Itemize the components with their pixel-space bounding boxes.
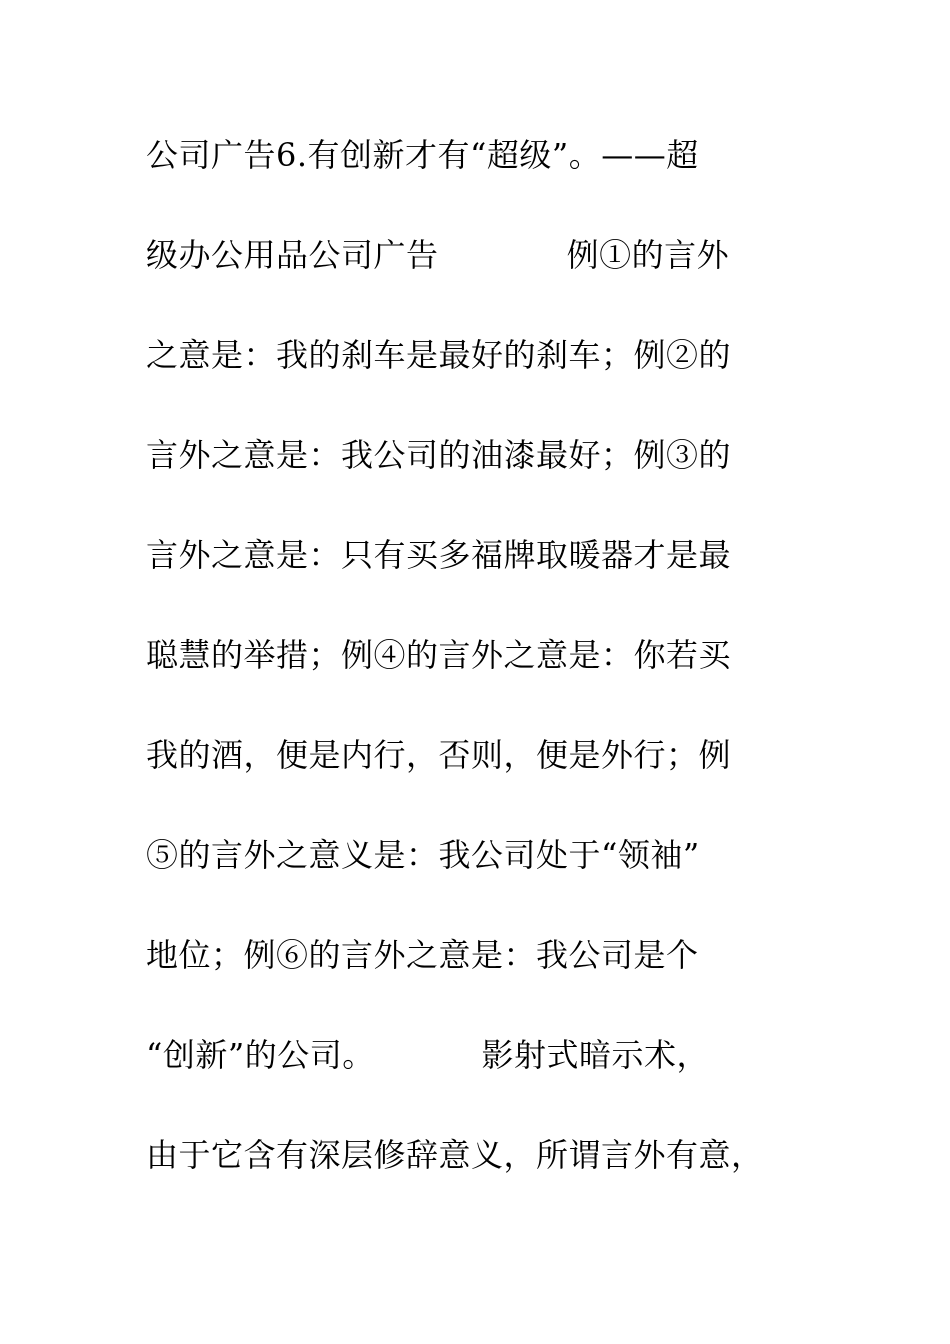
text-line: 言外之意是：我公司的油漆最好；例③的 [146,436,732,474]
text-line: 由于它含有深层修辞意义，所谓言外有意， [146,1136,764,1174]
text-line: 之意是：我的刹车是最好的刹车；例②的 [146,336,732,374]
text-line: 公司广告6.有创新才有“超级”。——超 [146,136,699,174]
text-line: 我的酒，便是内行，否则，便是外行；例 [146,736,732,774]
text-line: 地位；例⑥的言外之意是：我公司是个 [146,936,699,974]
text-line: 言外之意是：只有买多福牌取暖器才是最 [146,536,732,574]
text-line: 级办公用品公司广告 例①的言外 [146,236,730,274]
document-body [146,126,826,1226]
text-line: “创新”的公司。 影射式暗示术， [146,1036,709,1074]
text-line: 聪慧的举措；例④的言外之意是：你若买 [146,636,732,674]
text-line: ⑤的言外之意义是：我公司处于“领袖” [146,836,700,874]
